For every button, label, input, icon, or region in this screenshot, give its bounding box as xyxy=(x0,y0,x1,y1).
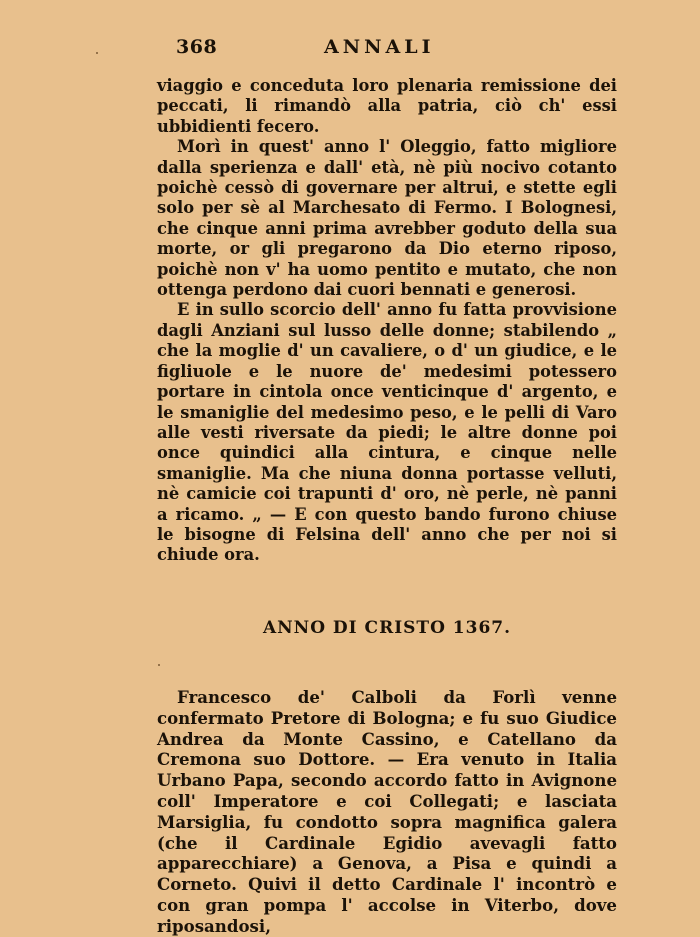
paragraph-lusso-donne: E in sullo scorcio dell' anno fu fatta provvisione dagli Anziani sul lusso delle donne; stabilendo „ che la moglie d' un cavaliere, o d' un giudice, e le figliuole e le nuore de' medesimi potessero portare in cintola once venticinque d' argento, e le smaniglie del medesimo peso, e le pelli di Varo alle vesti riversate da piedi; le altre donne poi once quindici alla cintura, e cinque nelle smaniglie. Ma che niuna donna portasse velluti, nè camicie coi trapunti d' oro, nè perle, nè panni a ricamo. „ — E con questo bando furono chiuse le bisogne di Felsina dell' anno che per noi si chiude ora. xyxy=(157,300,617,565)
page-header xyxy=(158,36,618,62)
paper-speck xyxy=(158,664,160,666)
paragraph-continuation: viaggio e conceduta loro plenaria remissione dei peccati, li rimandò alla patria, ciò ch' essi ubbidienti fecero. xyxy=(157,76,617,136)
text-block-1 xyxy=(157,76,617,566)
text-block-2 xyxy=(157,687,617,937)
paper-speck xyxy=(96,52,98,54)
paragraph-oleggio: Morì in quest' anno l' Oleggio, fatto migliore dalla sperienza e dall' età, nè più nocivo cotanto poichè cessò di governare per altrui, e stette egli solo per sè al Marchesato di Fermo. I Bolognesi, che cinque anni prima avrebber goduto della sua morte, or gli pregarono da Dio eterno riposo, poichè non v' ha uomo pentito e mutato, che non ottenga perdono dai cuori bennati e generosi. xyxy=(157,137,617,300)
section-heading: ANNO DI CRISTO 1367. xyxy=(262,618,512,638)
running-title: ANNALI xyxy=(324,36,435,58)
page-number: 368 xyxy=(176,36,218,58)
paragraph-calboli: Francesco de' Calboli da Forlì venne confermato Pretore di Bologna; e fu suo Giudice Andrea da Monte Cassino, e Catellano da Cremona suo Dottore. — Era venuto in Italia Urbano Papa, secondo accordo fatto in Avignone coll' Imperatore e coi Collegati; e lasciata Marsiglia, fu condotto sopra magnifica galera (che il Cardinale Egidio avevagli fatto apparecchiare) a Genova, a Pisa e quindi a Corneto. Quivi il detto Cardinale l' incontrò e con gran pompa l' accolse in Viterbo, dove riposandosi, xyxy=(157,687,617,936)
